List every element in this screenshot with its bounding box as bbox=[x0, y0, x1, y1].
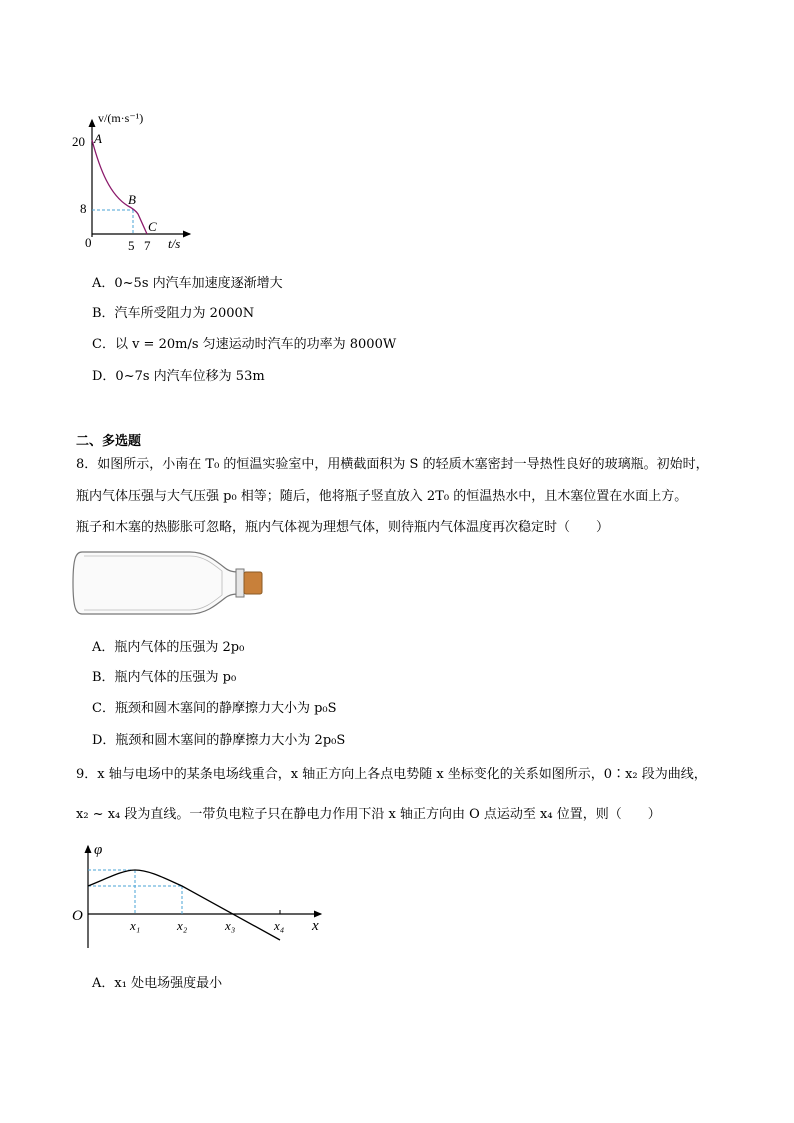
q7-option-d: D．0~7s 内汽车位移为 53m bbox=[92, 369, 265, 384]
cork bbox=[244, 572, 262, 594]
origin-label: O bbox=[72, 908, 83, 924]
phi-axis-label: φ bbox=[94, 842, 103, 858]
q7-option-b: B．汽车所受阻力为 2000N bbox=[92, 306, 255, 321]
x-axis-label: x bbox=[312, 918, 319, 934]
section-title: 二、多选题 bbox=[76, 434, 142, 449]
x-axis-label: t/s bbox=[168, 236, 181, 251]
point-a-label: A bbox=[94, 131, 102, 146]
q7-option-c: C．以 v = 20m/s 匀速运动时汽车的功率为 8000W bbox=[92, 337, 397, 352]
y-tick-20: 20 bbox=[72, 134, 85, 149]
origin-label: 0 bbox=[85, 235, 92, 250]
x-tick-x3: x₃ bbox=[225, 918, 236, 933]
q7-option-a: A．0~5s 内汽车加速度逐渐增大 bbox=[92, 276, 283, 291]
y-tick-8: 8 bbox=[80, 201, 87, 216]
glass-bottle-illustration bbox=[70, 548, 280, 620]
y-axis-label: v/(m·s⁻¹) bbox=[98, 111, 144, 125]
q8-line-1: 8．如图所示，小南在 T₀ 的恒温实验室中，用横截面积为 S 的轻质木塞密封一导热性良好的玻璃瓶。初始时， bbox=[76, 457, 709, 472]
q8-option-d: D．瓶颈和圆木塞间的静摩擦力大小为 2p₀S bbox=[92, 733, 346, 748]
q9-line-1: 9．x 轴与电场中的某条电场线重合，x 轴正方向上各点电势随 x 坐标变化的关系如图所示，0∶x₂ 段为曲线， bbox=[76, 767, 707, 782]
x-tick-x1: x₁ bbox=[130, 918, 141, 933]
velocity-curve bbox=[92, 140, 147, 234]
q9-line-2: x₂ ~ x₄ 段为直线。一带负电粒子只在静电力作用下沿 x 轴正方向由 O 点运动至 x₄ 位置，则（ ） bbox=[76, 807, 661, 822]
q8-option-c: C．瓶颈和圆木塞间的静摩擦力大小为 p₀S bbox=[92, 701, 337, 716]
q8-line-3: 瓶子和木塞的热膨胀可忽略，瓶内气体视为理想气体，则待瓶内气体温度再次稳定时（ ） bbox=[76, 520, 610, 535]
x-tick-x2: x₂ bbox=[177, 918, 188, 933]
x-tick-5: 5 bbox=[128, 238, 135, 253]
point-c-label: C bbox=[148, 219, 157, 234]
q8-option-b: B．瓶内气体的压强为 p₀ bbox=[92, 670, 237, 685]
bottle-neck-ring bbox=[236, 569, 244, 597]
x-tick-x4: x₄ bbox=[274, 918, 285, 933]
potential-position-graph bbox=[68, 840, 338, 955]
point-b-label: B bbox=[128, 192, 136, 207]
q9-option-a: A．x₁ 处电场强度最小 bbox=[92, 976, 223, 991]
q8-line-2: 瓶内气体压强与大气压强 p₀ 相等；随后，他将瓶子竖直放入 2T₀ 的恒温热水中，且木塞位置在水面上方。 bbox=[76, 489, 688, 504]
x-tick-7: 7 bbox=[144, 238, 151, 253]
bottle-outline bbox=[73, 552, 242, 614]
velocity-time-graph bbox=[60, 100, 210, 255]
q8-option-a: A．瓶内气体的压强为 2p₀ bbox=[92, 640, 245, 655]
